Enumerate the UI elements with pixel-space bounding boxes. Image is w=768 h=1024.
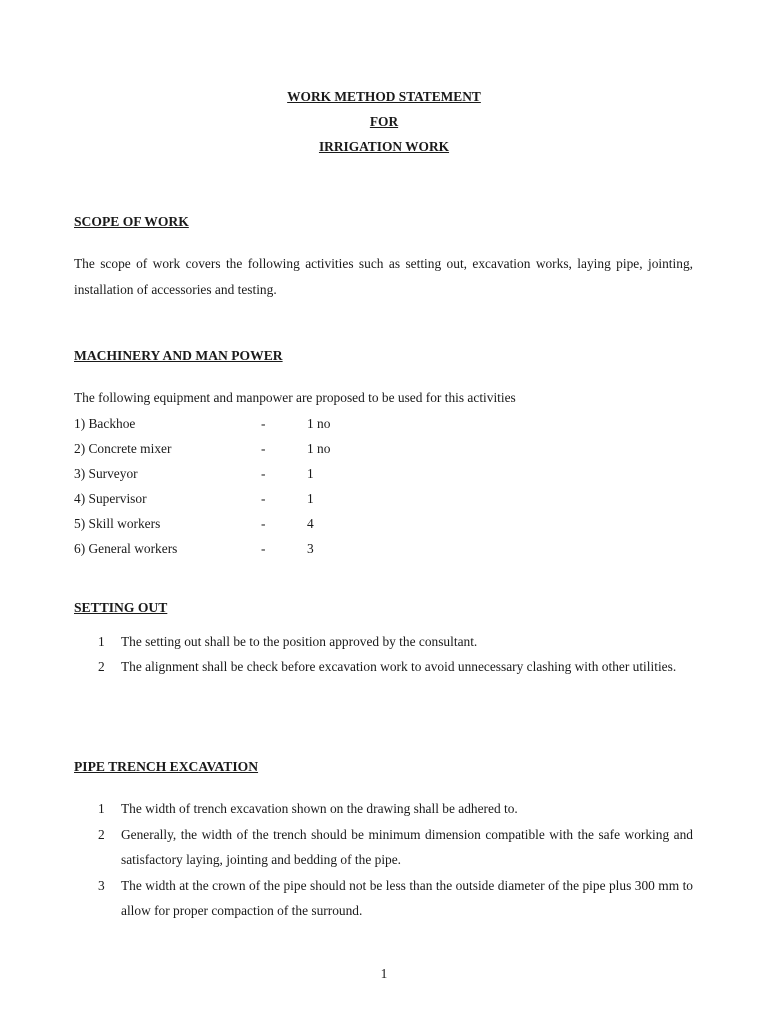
machinery-intro: The following equipment and manpower are proposed to be used for this activities	[74, 390, 516, 405]
equipment-dash: -	[261, 416, 266, 431]
document-title-line-2: FOR	[369, 114, 399, 129]
list-item-number: 2	[98, 659, 105, 674]
equipment-quantity: 1	[307, 491, 314, 506]
document-title-line-3: IRRIGATION WORK	[318, 139, 450, 154]
equipment-quantity: 3	[307, 541, 314, 556]
list-item-number: 2	[98, 827, 105, 842]
list-item-text: The setting out shall be to the position approved by the consultant.	[121, 634, 478, 649]
equipment-row	[74, 441, 474, 457]
equipment-dash: -	[261, 441, 266, 456]
setting-out-heading: SETTING OUT	[74, 600, 168, 615]
list-item	[74, 654, 693, 679]
equipment-dash: -	[261, 466, 266, 481]
equipment-name: 4) Supervisor	[74, 491, 147, 506]
equipment-dash: -	[261, 516, 266, 531]
list-item-number: 3	[98, 878, 105, 893]
page-number: 1	[380, 966, 388, 981]
equipment-name: 2) Concrete mixer	[74, 441, 172, 456]
equipment-name: 5) Skill workers	[74, 516, 161, 531]
equipment-name: 6) General workers	[74, 541, 178, 556]
list-item	[74, 629, 693, 654]
scope-heading: SCOPE OF WORK	[74, 214, 189, 229]
trench-heading: PIPE TRENCH EXCAVATION	[74, 759, 259, 774]
equipment-row	[74, 466, 474, 482]
equipment-quantity: 1 no	[307, 441, 331, 456]
scope-paragraph: The scope of work covers the following activities such as setting out, excavation works, laying pipe, jointing, installation of accessories and testing.	[74, 256, 693, 297]
document-title-line-1: WORK METHOD STATEMENT	[287, 89, 481, 104]
equipment-dash: -	[261, 541, 266, 556]
list-item-text: Generally, the width of the trench should be minimum dimension compatible with the safe working and satisfactory laying, jointing and bedding of the pipe.	[121, 827, 693, 867]
list-item-text: The alignment shall be check before excavation work to avoid unnecessary clashing with other utilities.	[121, 659, 677, 674]
equipment-quantity: 1 no	[307, 416, 331, 431]
equipment-row	[74, 516, 474, 532]
machinery-heading: MACHINERY AND MAN POWER	[74, 348, 283, 363]
list-item	[74, 796, 693, 821]
equipment-quantity: 1	[307, 466, 314, 481]
equipment-quantity: 4	[307, 516, 314, 531]
equipment-row	[74, 491, 474, 507]
list-item	[74, 873, 693, 923]
equipment-row	[74, 416, 474, 432]
list-item-text: The width at the crown of the pipe should not be less than the outside diameter of the pipe plus 300 mm to allow for proper compaction of the surround.	[121, 878, 693, 918]
equipment-name: 1) Backhoe	[74, 416, 136, 431]
equipment-dash: -	[261, 491, 266, 506]
list-item	[74, 822, 693, 872]
list-item-number: 1	[98, 801, 105, 816]
equipment-name: 3) Surveyor	[74, 466, 138, 481]
list-item-number: 1	[98, 634, 105, 649]
list-item-text: The width of trench excavation shown on the drawing shall be adhered to.	[121, 801, 518, 816]
equipment-row	[74, 541, 474, 557]
